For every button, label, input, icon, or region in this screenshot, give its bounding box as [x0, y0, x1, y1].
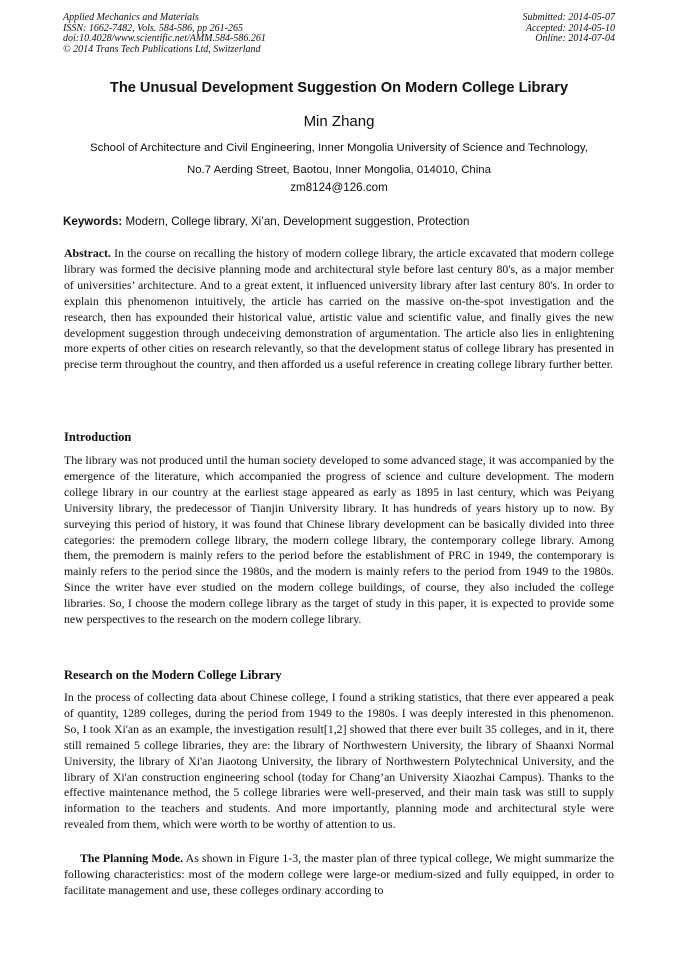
- author-email: zm8124@126.com: [290, 181, 388, 194]
- issn-line: ISSN: 1662-7482, Vols. 584-586, pp 261-265: [63, 22, 243, 34]
- keywords: [63, 215, 623, 228]
- dates-info: [523, 13, 616, 45]
- research-paragraph: In the process of collecting data about Chinese college, I found a striking statistics, that there ever appeared a peak of quantity, 1289 colleges, during the period from 1949 to the 1980s. I was deeply interested in this phenomenon. So, I took Xi'an as an example, the investigation result[1,2] showed that there ever built 35 colleges, and in it, there still remained 5 college libraries, they are: the library of Northwestern University, the library of Shaanxi Normal University, the library of Xi'an Jiaotong University, the library of Northwestern Polytechnical University, and the library of Xi'an construction engineering school (today for Chang’an University Xiaozhai Campus). Thanks to the effective maintenance method, the 5 college libraries were well-preserved, and their main task was still to supply information to the teachers and students. And more importantly, planning mode and architectural style were revealed from them, which were worth to be worthy of attention to us.: [64, 690, 614, 832]
- introduction-paragraph: The library was not produced until the human society developed to some advanced stage, it was accompanied by the emergence of the literature, which accompanied the progress of science and culture development. The modern college library in our country at the earliest stage appeared as early as 1895 in last century, which was Peiyang University library, the predecessor of Tianjin University library. It has hundreds of years history up to now. By surveying this period of history, it was found that Chinese library development can be basically divided into three categories: the premodern college library, the modern college library, the contemporary college library. Among them, the premodern is mainly refers to the period before the establishment of PRC in 1949, the contemporary is mainly refers to the period since the 1980s, and the modern is mainly refers to the period from 1949 to the 1980s. Since the writer have ever studied on the modern college buildings, of course, they also included the college libraries. So, I choose the modern college library as the target of study in this paper, it is expected to provide some new perspectives to the research on the modern college library.: [64, 453, 614, 627]
- online-date: Online: 2014-07-04: [535, 33, 615, 45]
- abstract-label: Abstract.: [64, 246, 111, 260]
- planning-label: The Planning Mode.: [80, 851, 184, 865]
- affiliation-line-1: School of Architecture and Civil Engineering, Inner Mongolia University of Science and Technology,: [90, 142, 588, 154]
- submitted-date: Submitted: 2014-05-07: [522, 12, 615, 23]
- affiliation: [58, 137, 620, 181]
- planning-text: As shown in Figure 1-3, the master plan of three typical college, We might summarize the following characteristics: most of the modern college were large-or medium-sized and fully equipped, in order to facilitate management and use, these colleges ordinary according to: [64, 851, 614, 897]
- accepted-date: Accepted: 2014-05-10: [525, 22, 615, 34]
- keywords-text: Modern, College library, Xi’an, Development suggestion, Protection: [122, 215, 470, 228]
- abstract-text: In the course on recalling the history of modern college library, the article excavated that modern college library was formed the decisive planning mode and architectural style before last century 80's, as a major member of universities’ architecture. And to a great extent, it influenced university library after last century 80's. In order to explain this phenomenon intuitively, the article has carried on the massive on-the-spot investigation and the research, then has expounded their historical value, artistic value and scientific value, and finally gives the new development suggestion through undeceiving demonstration of argumentation. The article also lies in enlightening more experts of other cities on research relevantly, so that the development status of college library has presented in precise term throughout the country, and then afforded us a useful reference in creating college library further better.: [64, 246, 614, 372]
- affiliation-line-2: No.7 Aerding Street, Baotou, Inner Mongolia, 014010, China: [187, 164, 491, 176]
- section-heading-introduction: Introduction: [64, 430, 132, 444]
- author-name: Min Zhang: [303, 113, 375, 130]
- doi-line: doi:10.4028/www.scientific.net/AMM.584-586.261: [63, 33, 266, 45]
- journal-name: Applied Mechanics and Materials: [63, 12, 199, 23]
- section-heading-research: Research on the Modern College Library: [64, 668, 282, 682]
- planning-paragraph: [64, 851, 614, 899]
- copyright-line: © 2014 Trans Tech Publications Ltd, Switzerland: [63, 43, 261, 55]
- journal-info: [63, 13, 266, 55]
- paper-title: The Unusual Development Suggestion On Modern College Library: [109, 80, 569, 96]
- abstract-paragraph: [64, 246, 614, 373]
- keywords-label: Keywords:: [63, 215, 123, 228]
